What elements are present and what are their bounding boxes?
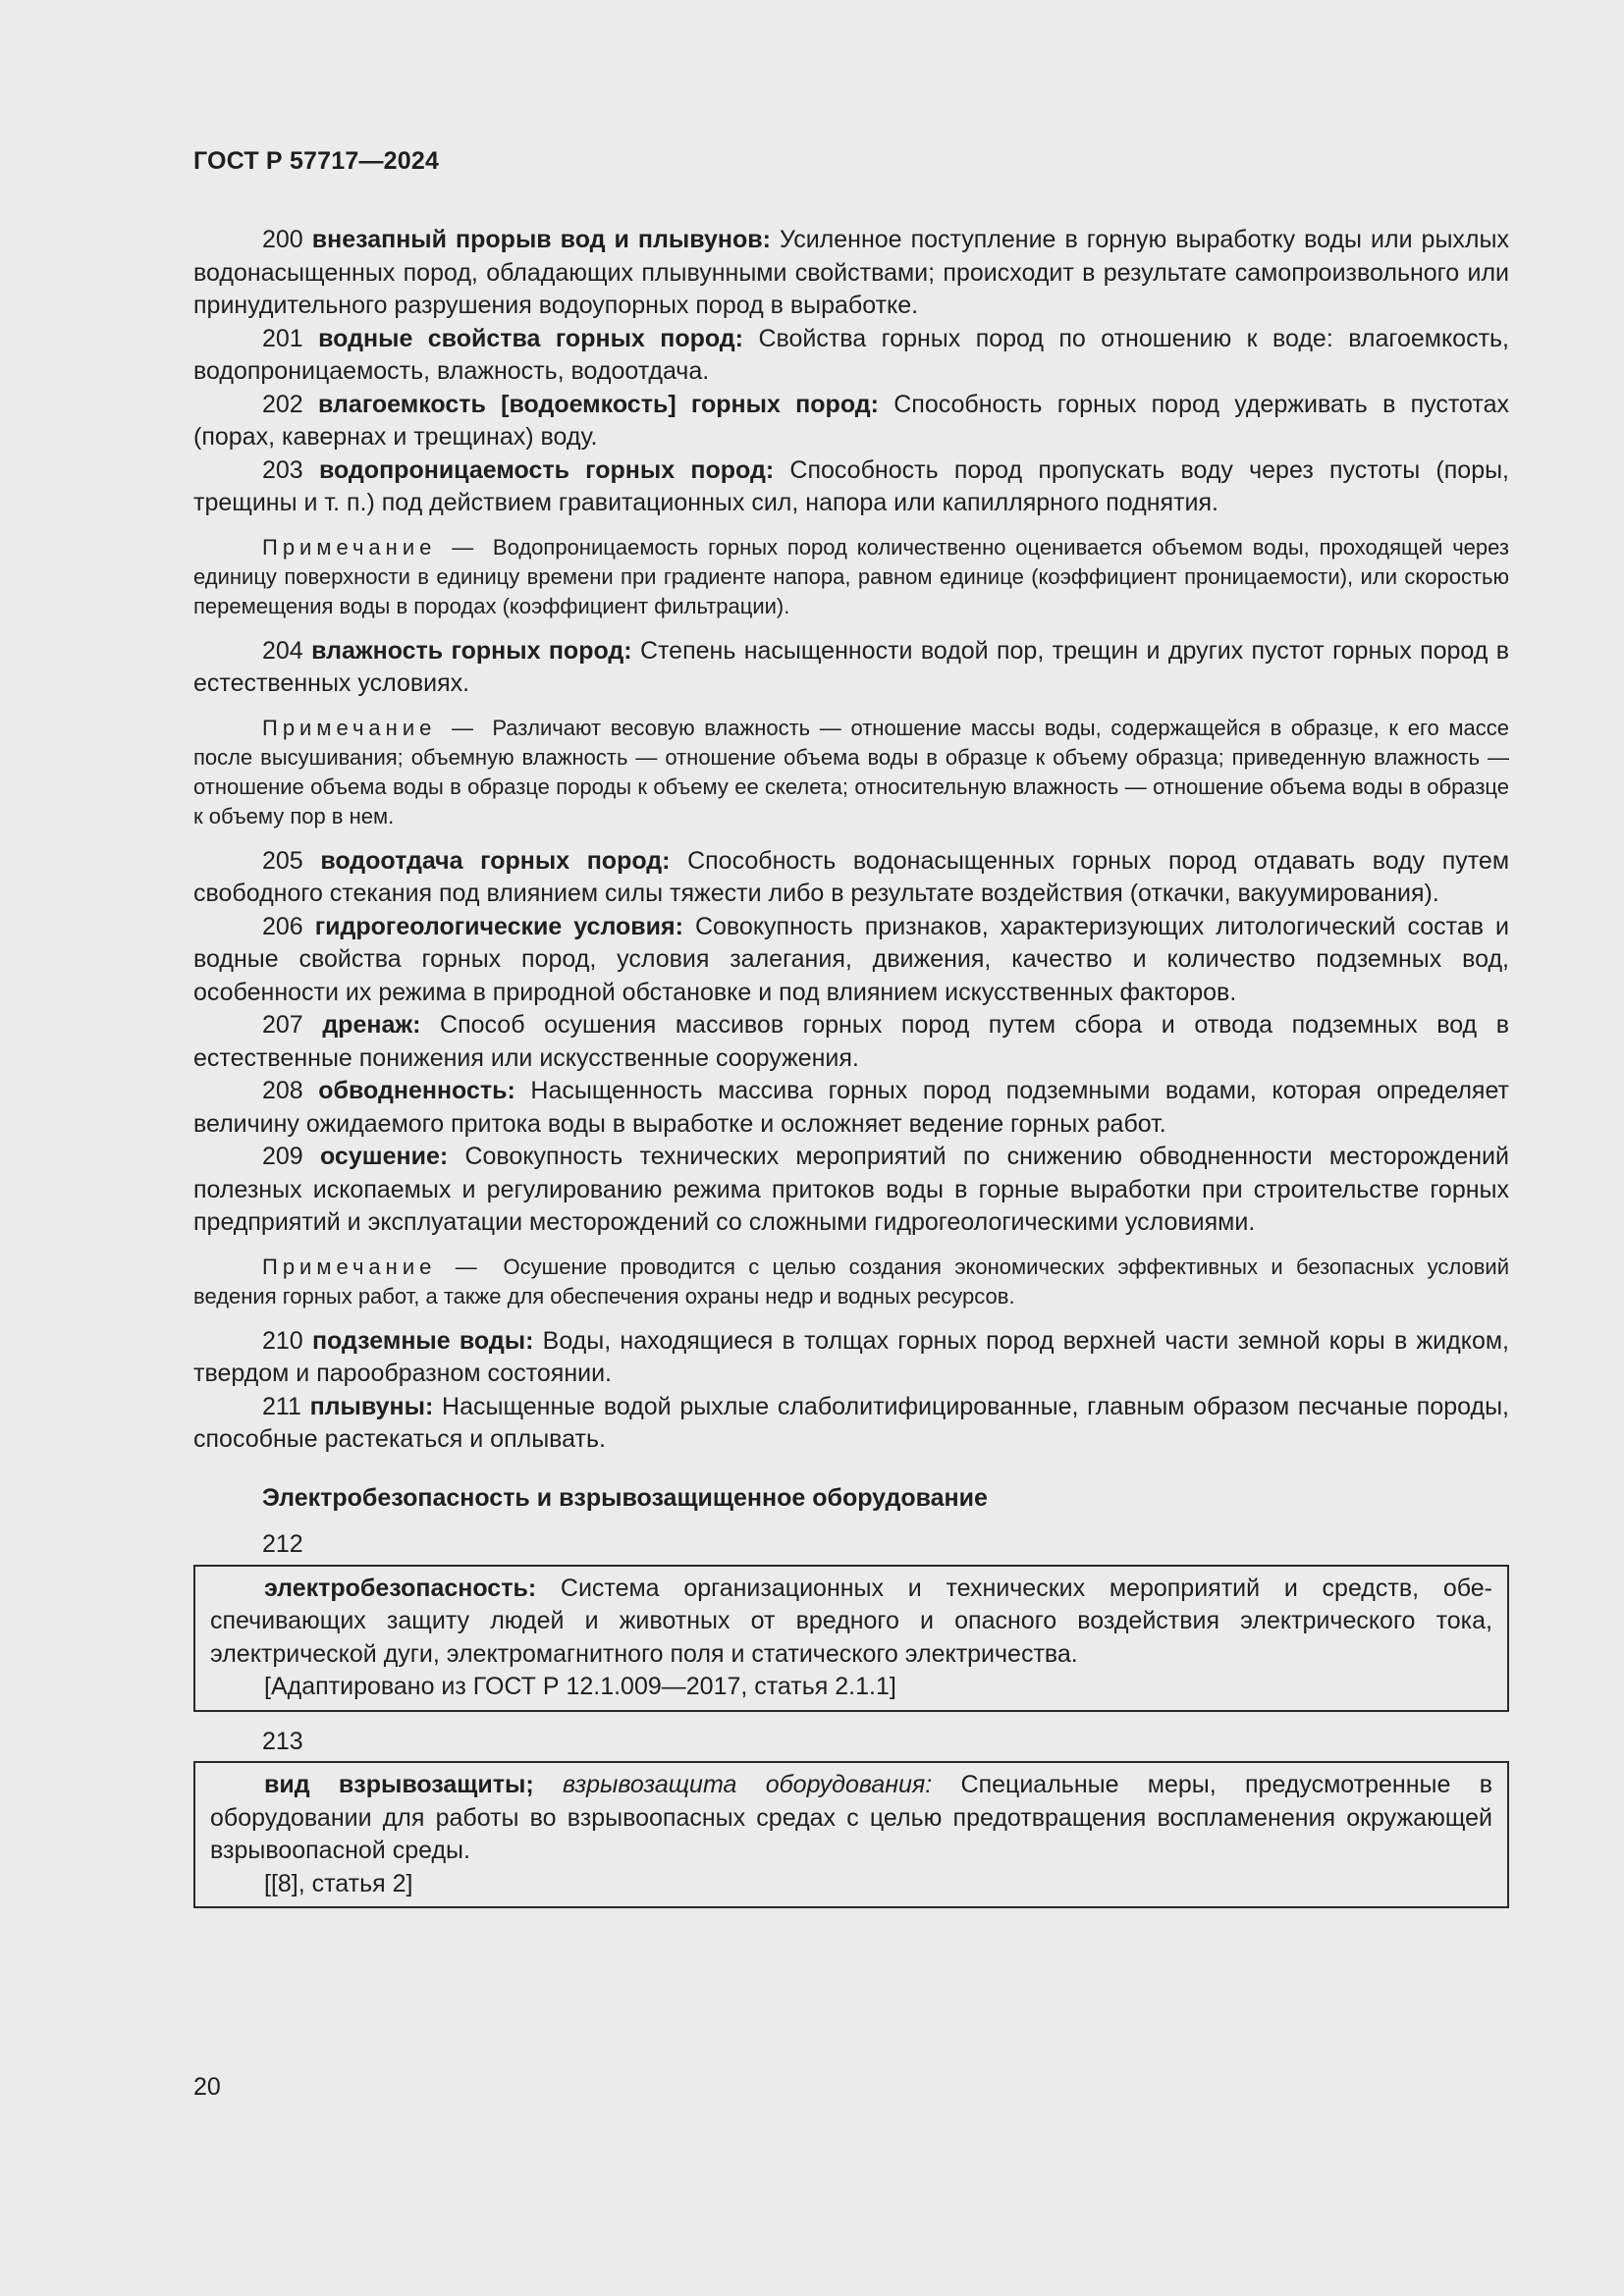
note-text: Водопроницаемость горных пород количественно оценивается объемом воды, проходящей через единицу поверхности в единицу времени при градиенте напора, равном единице (коэффициент проницаемости), или скоростью перемещения воды в породах (коэффициент фильтрации). [193,534,1509,618]
page-number: 20 [193,2073,221,2101]
term-definition: Воды, находящиеся в толщах горных пород верхней части земной коры в жидком, твердом и парообразном состоянии. [193,1326,1509,1387]
term-definition: Усиленное поступление в горную выработку воды или рыхлых водонасыщенных пород, обладающих плывунными свойствами; происходит в результате самопроизвольного или принудительного разрушения водоупорных пород в выработке. [193,226,1509,319]
note-2: Примечание — Различают весовую влажность — отношение массы воды, содержащейся в образце, к его массе после высушивания; объемную влажность — отношение объема воды в образце к объему образца; приведенную влажность — отношение объема воды в образце породы к объему ее скелета; относительную влажность — отношение объема воды в образце к объему пор в нем. [193,715,1509,828]
term-number-213: 213 [262,1727,303,1755]
term-name: дренаж: [322,1011,421,1039]
term-entry-206: 206 гидрогеологические условия: Совокупность признаков, характеризующих литологический состав и водные свойства горных пород, условия залегания, движения, качество и количество подземных вод, особенности их режима в природной обстановке и под влиянием искусственных факторов. [193,912,1509,1006]
term-entry-201: 201 водные свойства горных пород: Свойства горных пород по отношению к воде: влагоемкость, водопроницаемость, влажность, водоотдача. [193,324,1510,385]
term-entry-202: 202 влагоемкость [водоемкость] горных пород: Способность горных пород удерживать в пустотах (порах, кавернах и трещинах) воду. [193,390,1509,451]
section-title: Электробезопасность и взрывозащищенное оборудование [262,1483,988,1512]
term-entry-203: 203 водопроницаемость горных пород: Способность пород пропускать воду через пустоты (поры, трещины и т. п.) под действием гравитационных сил, напора или капиллярного поднятия. [193,455,1510,516]
note-label: Примечание [262,715,437,740]
note-label: Примечание [262,534,437,560]
note-3: Примечание — Осушение проводится с целью создания экономических эффективных и безопасных условий ведения горных работ, а также для обеспечения охраны недр и водных ресурсов. [193,1254,1509,1308]
term-name: вид взрывозащиты; [264,1771,534,1798]
term-box-212 [193,1565,1509,1712]
term-name: внезапный прорыв вод и плывунов: [311,226,771,253]
term-name: водные свойства горных пород: [318,324,744,352]
term-name: гидрогеологические условия: [314,912,683,940]
term-name: влажность горных пород: [311,636,632,665]
term-entry-209: 209 осушение: Совокупность технических мероприятий по снижению обводненности месторождений полезных ископаемых и регулированию режима притоков воды в горные выработки при строительстве горных предприятий и эксплуатации месторождений со сложными гидрогеологическими условиями. [193,1143,1509,1236]
term-name: подземные воды: [311,1326,534,1355]
term-name: обводненность: [318,1077,515,1104]
term-definition: Свойства горных пород по отношению к воде: влагоемкость, водопроницаемость, влажность, водоотдача. [193,324,1510,385]
page-content [193,224,1509,1922]
term-definition: Способность водонасыщенных горных пород отдавать воду путем свободного стекания под влиянием силы тяжести либо в результате воздействия (откачки, вакуумирования). [193,846,1510,907]
note-text: Различают весовую влажность — отношение массы воды, содержащейся в образце, к его массе после высушивания; объемную влажность — отношение объема воды в образце к объему образца; приведенную влажность — отношение объема воды в образце породы к объему ее скелета; относительную влажность — отношение объема воды в образце к объему пор в нем. [193,715,1509,828]
term-number-212: 212 [262,1530,303,1558]
term-entry-207: 207 дренаж: Способ осушения массивов горных пород путем сбора и отвода подземных вод в естественные понижения или искусственные сооружения. [193,1011,1510,1072]
note-label: Примечание [262,1254,437,1279]
term-name: плывуны: [309,1392,434,1420]
term-synonym: взрывозащита оборудования: [562,1771,933,1798]
note-text: Осушение проводится с целью создания экономических эффективных и безопасных условий ведения горных работ, а также для обеспечения охраны недр и водных ресурсов. [193,1254,1509,1308]
term-entry-212 [210,1573,1492,1672]
term-entry-204: 204 влажность горных пород: Степень насыщенности водой пор, трещин и других пустот горных пород в естественных условиях. [193,636,1509,697]
term-name: осушение: [319,1143,449,1170]
term-definition: Специальные меры, предусмотренные в оборудовании для работы во взрывоопасных средах с целью предотвращения воспламенения окружающей взрывоопасной среды. [210,1771,1492,1864]
term-definition: Система организационных и технических мероприятий и средств, обеспечивающих защиту людей и животных от вредного и опасного воздействия электрического тока, электрической дуги, электромагнитного поля и статического электричества. [210,1574,1492,1668]
term-definition: Способность пород пропускать воду через пустоты (поры, трещины и т. п.) под действием гравитационных сил, напора или капиллярного поднятия. [193,455,1510,516]
term-name: электробезопасность: [264,1574,537,1602]
term-source: [Адаптировано из ГОСТ Р 12.1.009—2017, статья 2.1.1] [264,1673,896,1700]
term-entry-200: 200 внезапный прорыв вод и плывунов: Усиленное поступление в горную выработку воды или рыхлых водонасыщенных пород, обладающих плывунными свойствами; происходит в результате самопроизвольного или принудительного разрушения водоупорных пород в выработке. [193,226,1509,319]
term-source: [[8], статья 2] [264,1869,413,1897]
term-entry-213 [210,1769,1492,1868]
term-definition: Совокупность признаков, характеризующих литологический состав и водные свойства горных пород, условия залегания, движения, качество и количество подземных вод, особенности их режима в природной обстановке и под влиянием искусственных факторов. [193,912,1509,1006]
term-definition: Способ осушения массивов горных пород путем сбора и отвода подземных вод в естественные понижения или искусственные сооружения. [193,1011,1510,1072]
term-name: влагоемкость [водоемкость] горных пород: [318,390,879,418]
note-1: Примечание — Водопроницаемость горных пород количественно оценивается объемом воды, проходящей через единицу поверхности в единицу времени при градиенте напора, равном единице (коэффициент проницаемости), или скоростью перемещения воды в породах (коэффициент фильтрации). [193,534,1509,618]
term-name: водопроницаемость горных пород: [318,455,775,484]
term-definition: Степень насыщенности водой пор, трещин и других пустот горных пород в естественных условиях. [193,636,1509,697]
term-definition: Насыщенность массива горных пород подземными водами, которая определяет величину ожидаемого притока воды в выработке и осложняет ведение горных работ. [193,1077,1509,1138]
term-entry-205: 205 водоотдача горных пород: Способность водонасыщенных горных пород отдавать воду путем свободного стекания под влиянием силы тяжести либо в результате воздействия (откачки, вакуумирования). [193,846,1510,907]
term-entry-208: 208 обводненность: Насыщенность массива горных пород подземными водами, которая определяет величину ожидаемого притока воды в выработке и осложняет ведение горных работ. [193,1077,1509,1138]
term-box-213 [193,1761,1509,1908]
term-definition: Насыщенные водой рыхлые слаболитифицированные, главным образом песчаные породы, способные растекаться и оплывать. [193,1392,1510,1453]
term-name: водоотдача горных пород: [320,846,671,875]
page-header-doc-id: ГОСТ Р 57717—2024 [193,147,440,175]
term-definition: Способность горных пород удерживать в пустотах (порах, кавернах и трещинах) воду. [193,390,1509,451]
term-entry-211: 211 плывуны: Насыщенные водой рыхлые слаболитифицированные, главным образом песчаные породы, способные растекаться и оплывать. [193,1392,1510,1453]
term-entry-210: 210 подземные воды: Воды, находящиеся в толщах горных пород верхней части земной коры в жидком, твердом и парообразном состоянии. [193,1326,1509,1387]
term-definition: Совокупность технических мероприятий по снижению обводненности месторождений полезных ископаемых и регулированию режима притоков воды в горные выработки при строительстве горных предприятий и эксплуатации месторождений со сложными гидрогеологическими условиями. [193,1143,1509,1236]
